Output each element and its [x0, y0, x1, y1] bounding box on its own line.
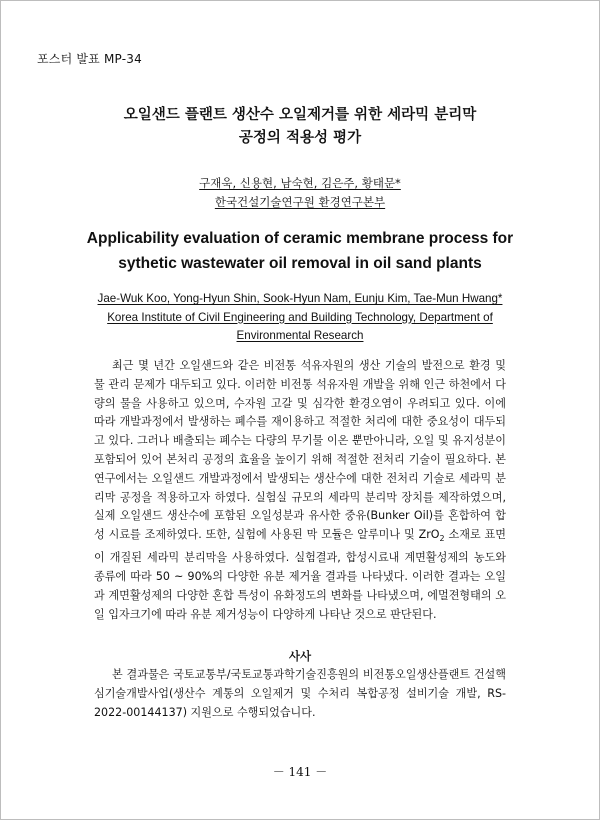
english-authors: Jae-Wuk Koo, Yong-Hyun Shin, Sook-Hyun Nam, Eunju Kim, Tae-Mun Hwang*: [97, 292, 503, 305]
abstract-paragraph: [94, 357, 506, 624]
korean-affiliation: 한국건설기술연구원 환경연구본부: [214, 195, 386, 209]
formula-subscript: 2: [439, 534, 445, 544]
session-tag: 포스터 발표 MP-34: [37, 52, 142, 66]
english-title-line-2: sythetic wastewater oil removal in oil sand plants: [118, 255, 482, 272]
korean-title-line-2: 공정의 적용성 평가: [238, 130, 362, 146]
abstract-text-part-2: 소재로 표면이 개질된 세라믹 분리막을 사용하였다. 실험결과, 합성시료내 계면활성제의 농도와 종류에 따라 50 ~ 90%의 다양한 유분 제거율 결과를 나타냈다. 이러한 결과는 오일과 계면활성제의 다양한 혼합 특성이 유화정도의 변화를 나타냈으며, 에멀젼형태의 오일 입자크기에 따라 유분 제거성능이 다양하게 나타난 것으로 판단된다.: [94, 528, 506, 621]
formula-base: ZrO: [418, 528, 440, 542]
korean-authors: 구재욱, 신용현, 남숙현, 김은주, 황태문*: [199, 176, 401, 190]
english-affiliation-line-2: Environmental Research: [236, 329, 364, 342]
korean-title-line-1: 오일샌드 플랜트 생산수 오일제거를 위한 세라믹 분리막: [123, 107, 477, 123]
page-number: － 141 －: [272, 765, 328, 779]
english-author-block: [0, 290, 600, 346]
english-title: [0, 226, 600, 276]
zro2-formula: [418, 528, 445, 544]
english-affiliation-line-1: Korea Institute of Civil Engineering and Building Technology, Department of: [107, 310, 493, 324]
korean-title: [0, 104, 600, 150]
acknowledgement-heading: 사사: [288, 649, 312, 663]
korean-author-block: [0, 174, 600, 212]
abstract-text-part-1: 최근 몇 년간 오일샌드와 같은 비전통 석유자원의 생산 기술의 발전으로 환경 및 물 관리 문제가 대두되고 있다. 이러한 비전통 석유자원 개발을 위해 인근 하천에서 다량의 물을 사용하고 있으며, 수자원 고갈 및 심각한 환경오염이 우려되고 있다. 이에 따라 개발과정에서 발생하는 폐수를 재이용하고 적절한 처리에 대한 중요성이 대두되고 있다. 그러나 배출되는 폐수는 다량의 무기물 이온 뿐만아니라, 오일 및 유지성분이 포함되어 있어 본처리 공정의 효율을 높이기 위해 적절한 전처리 기술이 필요하다. 본 연구에서는 오일샌드 개발과정에서 발생되는 생산수에 대한 전처리 기술로 세라믹 분리막 공정을 적용하고자 하였다. 실험실 규모의 세라믹 분리막 장치를 제작하였으며, 실제 오일샌드 생산수에 포함된 오일성분과 유사한 중유(Bunker Oil)를 혼합하여 합성 시료를 조제하였다. 또한, 실험에 사용된 막 모듈은 알루미나 및: [94, 359, 506, 542]
english-title-line-1: Applicability evaluation of ceramic membrane process for: [86, 230, 514, 247]
acknowledgement-paragraph: 본 결과물은 국토교통부/국토교통과학기술진흥원의 비전통오일생산플랜트 건설핵심기술개발사업(생산수 계통의 오일제거 및 수처리 복합공정 설비기술 개발, RS-2022-00144137) 지원으로 수행되었습니다.: [94, 668, 506, 719]
